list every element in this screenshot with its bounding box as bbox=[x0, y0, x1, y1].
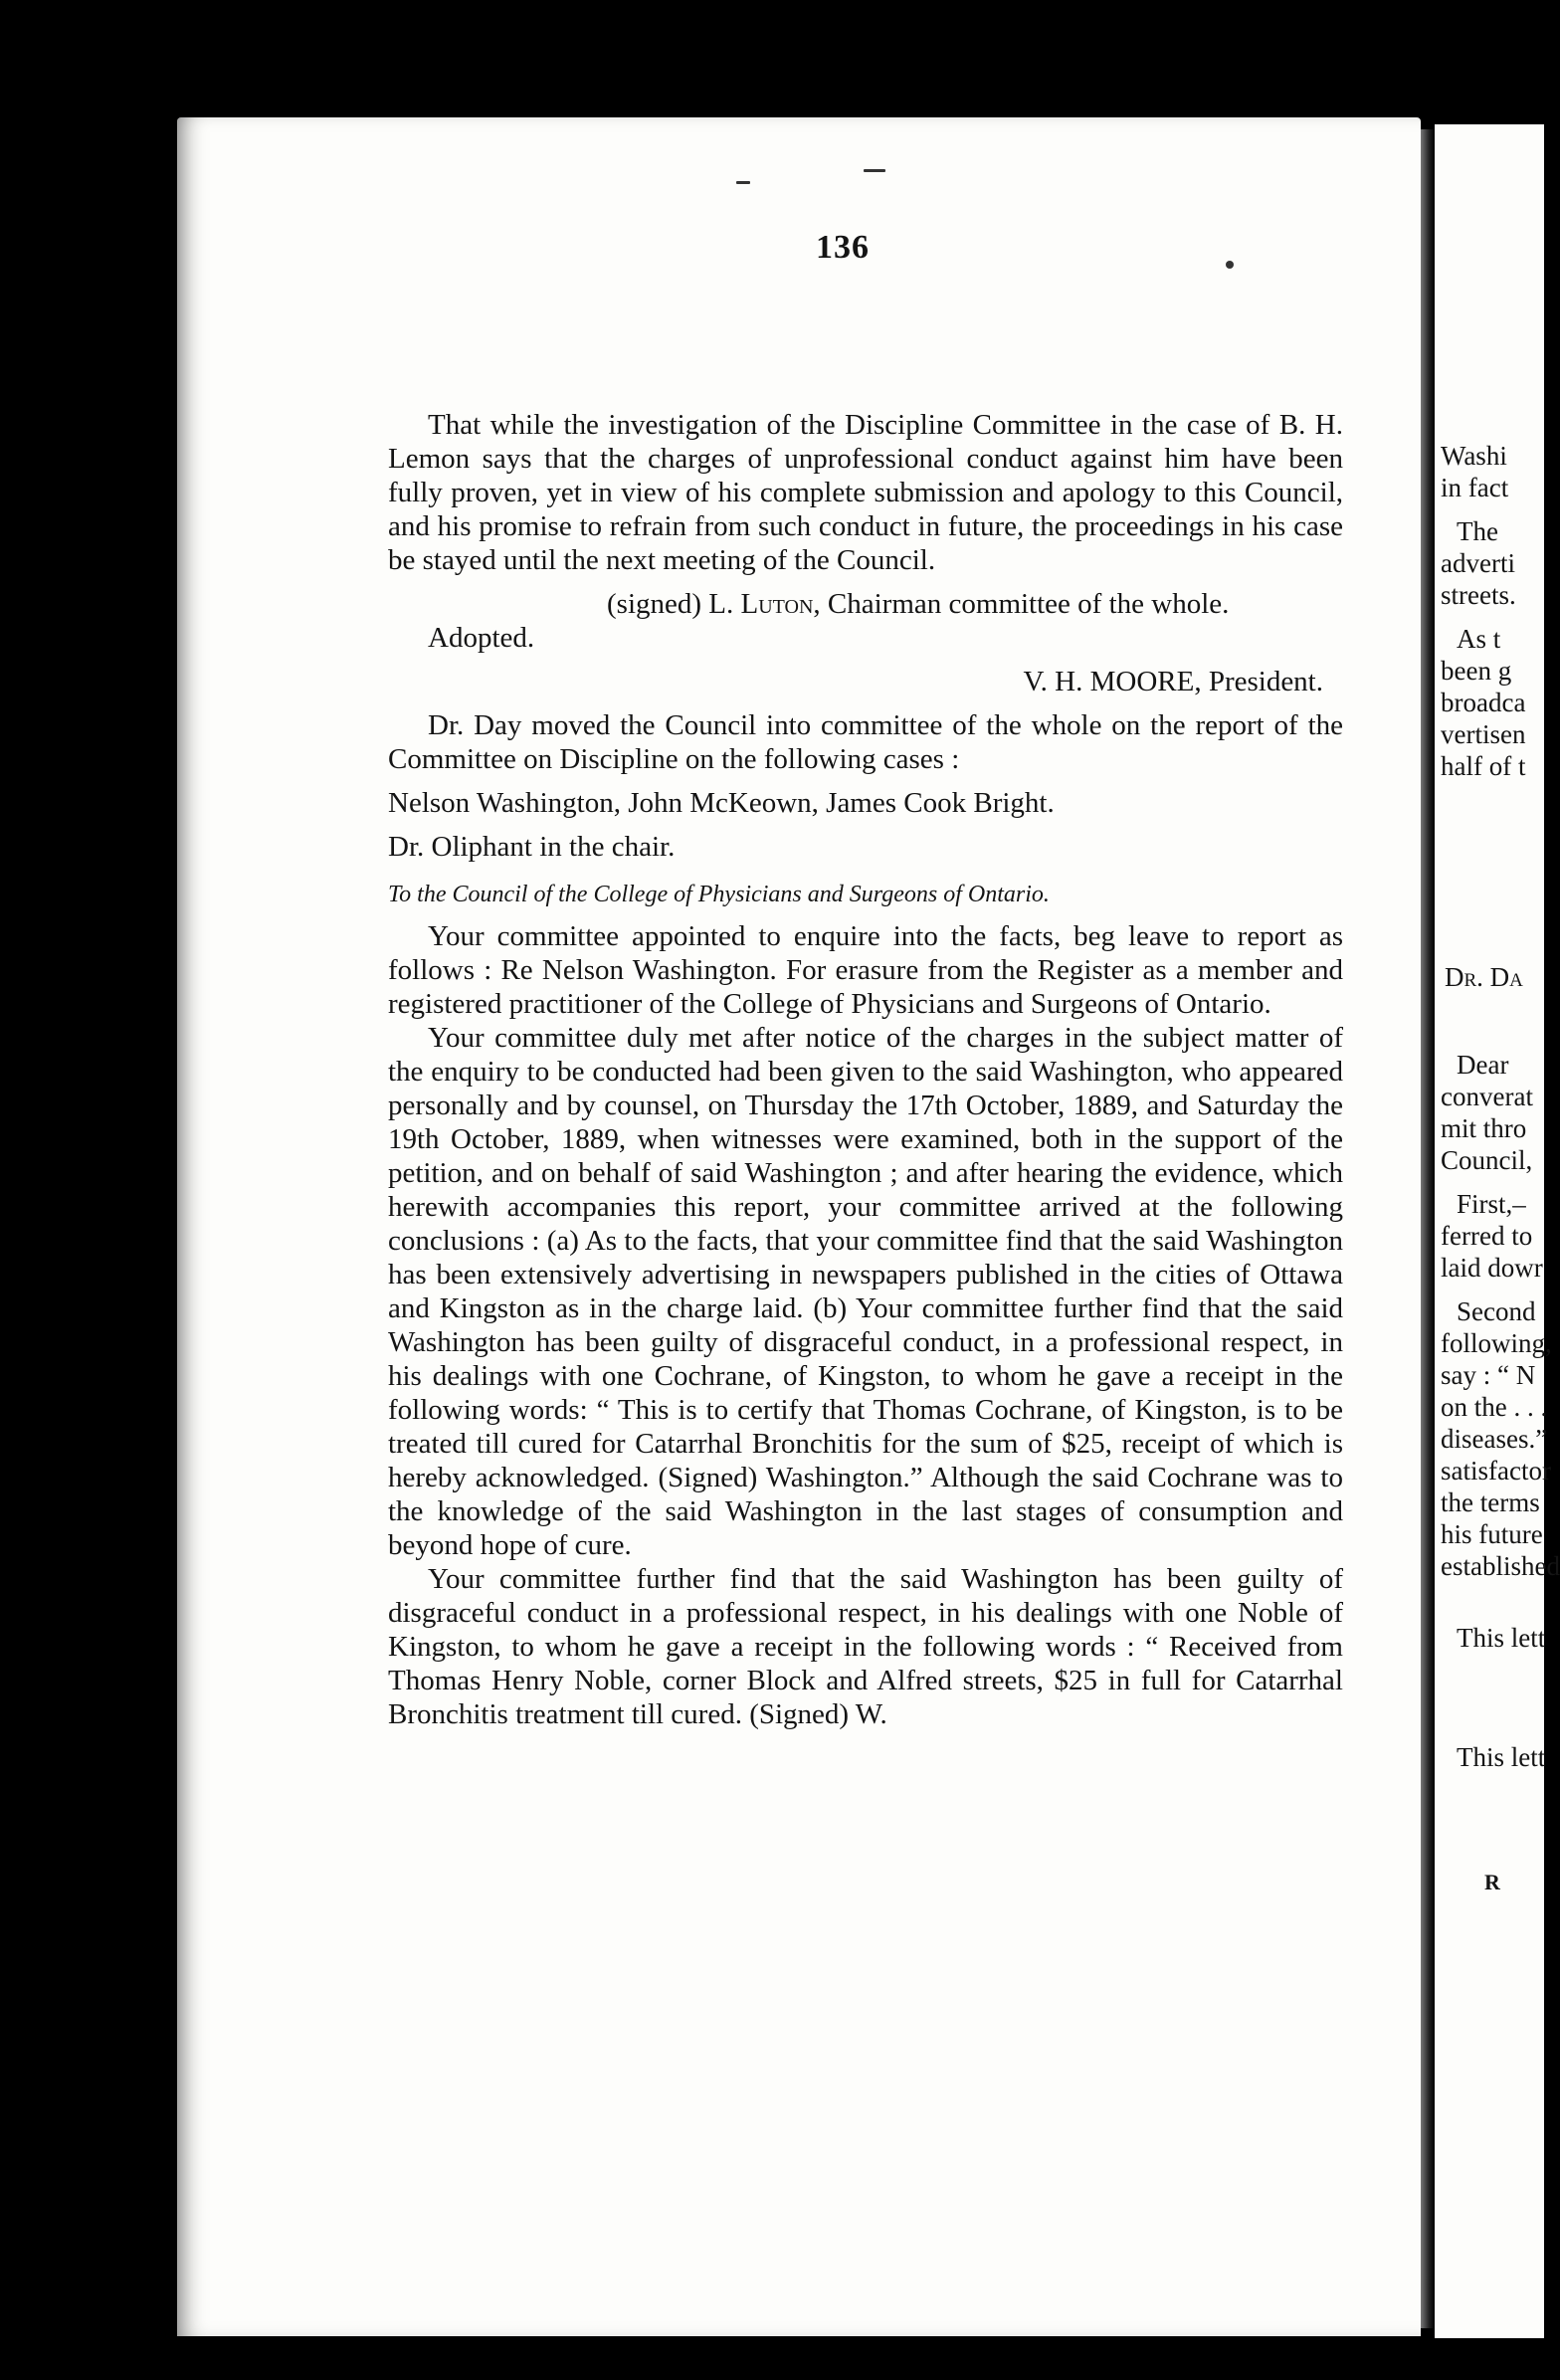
right-line: in fact bbox=[1441, 473, 1509, 502]
signed-suffix: , Chairman committee of the whole. bbox=[813, 588, 1230, 620]
paragraph-findings: Your committee duly met after notice of the charges in the subject matter of the enquiry to be conducted had been given to the said Washington, who appeared personally and by counsel, on Thursday the 17th October, 1889, and Saturday the 19th October, 1889, when witnesses were examined, both in the support of the petition, and on behalf of said Washington ; and after hearing the evidence, which herewith accompanies this report, your committee arrived at the following conclusions : (a) As to the facts, that your committee find that the said Washington has been extensively advertising in newspapers published in the cities of Ottawa and Kingston as in the charge laid. (b) Your committee further find that the said Washington has been guilty of disgraceful conduct, in a professional respect, in his dealings with one Cochrane, of Kingston, to whom he gave a receipt in the following words: “ This is to certify that Thomas Cochrane, of Kingston, is to be treated till cured for Catarrhal Bronchitis for the sum of $25, receipt of which is hereby acknowledged. (Signed) Washington.” Although the said Cochrane was to the knowledge of the said Washington in the last stages of consumption and beyond hope of cure. bbox=[388, 1022, 1343, 1561]
right-line: Dear bbox=[1457, 1050, 1509, 1080]
report-heading: To the Council of the College of Physicians and Surgeons of Ontario. bbox=[388, 882, 1050, 907]
right-line: adverti bbox=[1441, 548, 1515, 578]
signed-name: Luton bbox=[740, 588, 814, 620]
signed-line bbox=[388, 587, 1343, 621]
right-line: the terms bbox=[1441, 1488, 1540, 1517]
right-line: Second bbox=[1457, 1296, 1536, 1326]
right-line: ferred to bbox=[1441, 1221, 1533, 1251]
right-page-fragment bbox=[1435, 124, 1560, 2338]
right-line: vertisen bbox=[1441, 719, 1526, 749]
right-line: been g bbox=[1441, 656, 1512, 686]
right-line: As t bbox=[1457, 624, 1501, 654]
right-line: broadca bbox=[1441, 688, 1526, 717]
right-line: First,– bbox=[1457, 1189, 1526, 1219]
right-line: Council, bbox=[1441, 1145, 1533, 1175]
right-line: diseases.” bbox=[1441, 1424, 1548, 1454]
scan-speck bbox=[864, 169, 885, 172]
adopted-line: Adopted. bbox=[428, 622, 535, 654]
page-number: 136 bbox=[816, 229, 870, 266]
paragraph-committee-report: Your committee appointed to enquire into the facts, beg leave to report as follows : Re Nelson Washington. For erasure from the Register as a member and registered practitioner of the College of Physicians and Surgeons of Ontario. bbox=[388, 920, 1343, 1020]
right-line: This lett bbox=[1457, 1742, 1546, 1772]
right-line: say : “ N bbox=[1441, 1360, 1536, 1390]
right-line: his future bbox=[1441, 1519, 1543, 1549]
right-line: mit thro bbox=[1441, 1113, 1527, 1143]
right-line: R bbox=[1484, 1870, 1500, 1894]
right-line: established bbox=[1441, 1551, 1560, 1581]
chair-line: Dr. Oliphant in the chair. bbox=[388, 831, 676, 863]
right-line: half of t bbox=[1441, 751, 1526, 781]
right-line: This lett bbox=[1457, 1623, 1546, 1653]
right-line: The bbox=[1457, 516, 1498, 546]
right-line: converat bbox=[1441, 1082, 1533, 1111]
book-gutter bbox=[1421, 129, 1435, 2328]
paragraph-lemon-case: That while the investigation of the Discipline Committee in the case of B. H. Lemon says that the charges of unprofessional conduct against him have been fully proven, yet in view of his complete submission and apology to this Council, and his promise to refrain from such conduct in future, the proceedings in his case be stayed until the next meeting of the Council. bbox=[388, 409, 1343, 576]
right-line: satisfactor bbox=[1441, 1456, 1551, 1486]
right-line: Dr. Da bbox=[1445, 962, 1523, 992]
scan-speck bbox=[1226, 261, 1234, 269]
paragraph-noble-case: Your committee further find that the said Washington has been guilty of disgraceful conduct in a professional respect, in his dealings with one Noble of Kingston, to whom he gave a receipt in the following words : “ Received from Thomas Henry Noble, corner Block and Alfred streets, $25 in full for Catarrhal Bronchitis treatment till cured. (Signed) W. bbox=[388, 1563, 1343, 1730]
right-line: following, bbox=[1441, 1328, 1552, 1358]
right-line: on the . . . bbox=[1441, 1392, 1548, 1422]
page-body bbox=[388, 408, 1343, 1731]
right-line: laid dowr bbox=[1441, 1253, 1543, 1283]
scan-speck bbox=[736, 181, 750, 184]
cases-line: Nelson Washington, John McKeown, James Cook Bright. bbox=[388, 787, 1055, 819]
president-line: V. H. MOORE, President. bbox=[1023, 666, 1323, 697]
right-line: streets. bbox=[1441, 580, 1516, 610]
right-line: Washi bbox=[1441, 441, 1507, 471]
signed-prefix: (signed) L. bbox=[607, 588, 741, 620]
paragraph-day-motion: Dr. Day moved the Council into committee of the whole on the report of the Committee on Discipline on the following cases : bbox=[388, 709, 1343, 775]
